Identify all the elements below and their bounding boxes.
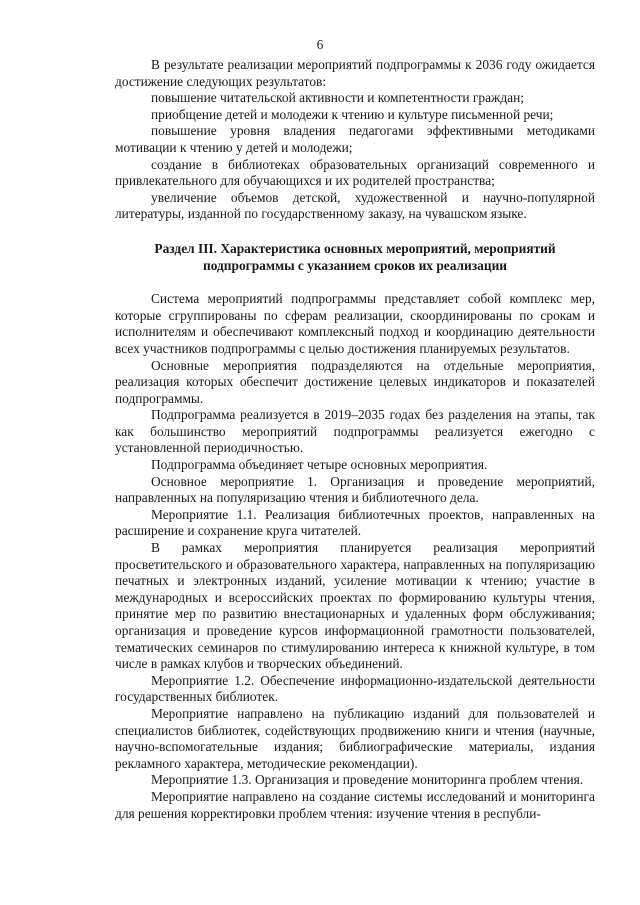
paragraph-main-activity-1: Основное мероприятие 1. Организация и проведение мероприятий, направленных на популяризацию чтения и библиотечного дела.	[115, 473, 595, 506]
paragraph-body: Подпрограмма объединяет четыре основных мероприятия.	[151, 457, 488, 473]
paragraph-activity-1-1: Мероприятие 1.1. Реализация библиотечных проектов, направленных на расширение и сохранение круга читателей.	[115, 506, 595, 539]
section-title: Раздел III. Характеристика основных мероприятий, мероприятий подпрограммы с указанием сроков их реализации	[154, 240, 556, 273]
paragraph-activity-1-2: Мероприятие 1.2. Обеспечение информационно-издательской деятельности государственных библиотек.	[115, 672, 595, 705]
paragraph-results-intro: В результате реализации мероприятий подпрограммы к 2036 году ожидается достижение следующих результатов:	[115, 57, 595, 89]
paragraph-body: Система мероприятий подпрограммы представляет собой комплекс мер, которые сгруппированы по сферам реализации, скоординированы по срокам и исполнителям и обеспечивают комплексный подход и координацию деятельности всех участников подпрограммы с целью достижения планируемых результатов.	[115, 291, 595, 356]
paragraph-result-item: увеличение объемов детской, художественной и научно-популярной литературы, изданной по государственному заказу, на чувашском языке.	[115, 189, 595, 222]
page-content	[115, 57, 595, 822]
paragraph-result-item: повышение уровня владения педагогами эффективными методиками мотивации к чтению у детей и молодежи;	[115, 123, 595, 155]
paragraph-result-item: повышение читательской активности и компетентности граждан;	[151, 90, 524, 106]
paragraph-result-item: создание в библиотеках образовательных организаций современного и привлекательного для обучающихся и их родителей пространства;	[115, 156, 595, 189]
paragraph-body: Мероприятие направлено на создание системы исследований и мониторинга для решения корректировки проблем чтения: изучение чтения в республи-	[115, 788, 595, 821]
paragraph-activity-1-3: Мероприятие 1.3. Организация и проведение мониторинга проблем чтения.	[151, 772, 584, 788]
paragraph-body: Подпрограмма реализуется в 2019–2035 годах без разделения на этапы, так как большинство мероприятий подпрограммы реализуется ежегодно с установленной периодичностью.	[115, 407, 595, 456]
paragraph-body: Мероприятие направлено на публикацию изданий для пользователей и специалистов библиотек, содействующих продвижению книги и чтения (научные, научно-вспомогательные издания; библиографические материалы, издания рекламного характера, методические рекомендации).	[115, 705, 595, 771]
paragraph-body: В рамках мероприятия планируется реализация мероприятий просветительского и образовательного характера, направленных на популяризацию печатных и электронных изданий, усиление мотивации к чтению; участие в международных и всероссийских проектах по формированию культуры чтения, принятие мер по развитию внестационарных и удаленных форм обслуживания; организация и проведение курсов информационной грамотности пользователей, тематических семинаров по стимулированию интереса к книжной культуре, в том числе в рамках клубов и творческих объединений.	[115, 540, 595, 672]
page-number: 6	[316, 37, 324, 52]
paragraph-result-item: приобщение детей и молодежи к чтению и культуре письменной речи;	[151, 106, 554, 122]
paragraph-body: Основные мероприятия подразделяются на отдельные мероприятия, реализация которых обеспечит достижение целевых индикаторов и показателей подпрограммы.	[115, 357, 595, 406]
